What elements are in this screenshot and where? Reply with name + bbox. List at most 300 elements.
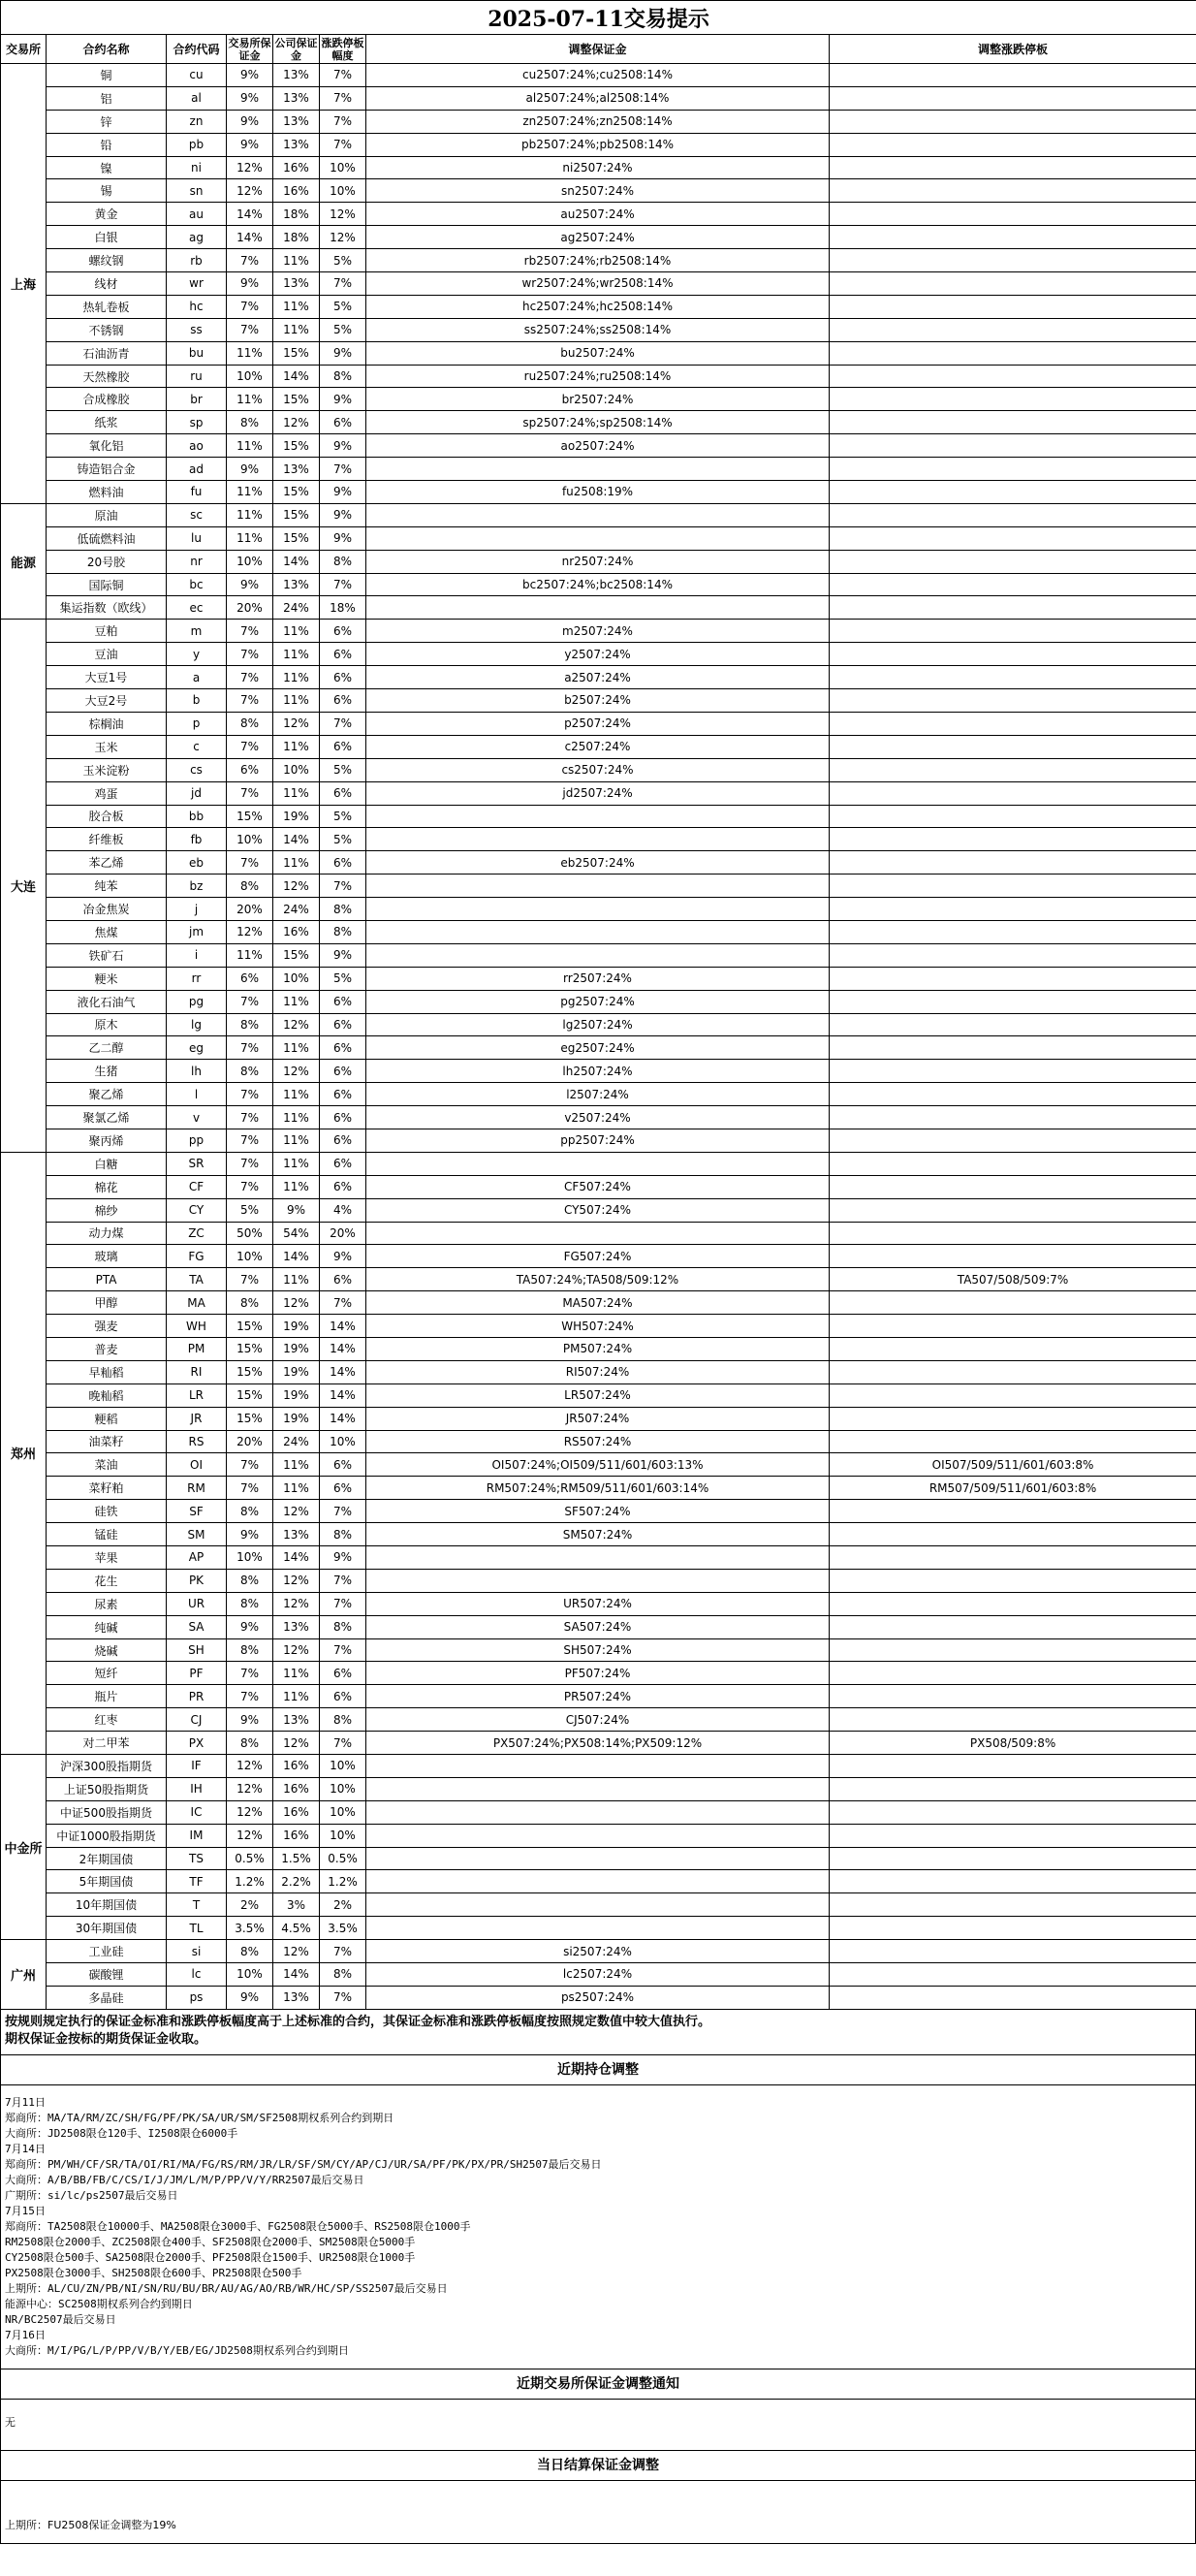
exchange-margin-cell: 7% (227, 620, 273, 643)
contract-code-cell: pp (167, 1129, 227, 1152)
contract-code-cell: RM (167, 1477, 227, 1500)
exchange-margin-cell: 15% (227, 1407, 273, 1430)
table-row (1, 1175, 1196, 1198)
adjusted-limit-cell (830, 318, 1196, 341)
adjusted-margin-cell: v2507:24% (366, 1106, 830, 1129)
contract-name-cell: 中证1000股指期货 (47, 1824, 167, 1847)
section-line: 郑商所：TA2508限仓10000手、MA2508限仓3000手、FG2508限仓5000手、RS2508限仓1000手 (5, 2219, 471, 2233)
adjusted-margin-cell (366, 828, 830, 851)
contract-code-cell: ru (167, 365, 227, 388)
limit-range-cell: 9% (320, 943, 366, 967)
limit-range-cell: 5% (320, 967, 366, 990)
adjusted-limit-cell (830, 1060, 1196, 1083)
contract-code-cell: TF (167, 1870, 227, 1893)
table-row (1, 1337, 1196, 1360)
contract-name-cell: 螺纹钢 (47, 249, 167, 272)
exchange-margin-cell: 7% (227, 781, 273, 805)
adjusted-limit-cell (830, 1175, 1196, 1198)
exchange-margin-cell: 12% (227, 1824, 273, 1847)
company-margin-cell: 14% (273, 1245, 320, 1268)
limit-range-cell: 10% (320, 179, 366, 203)
exchange-margin-cell: 7% (227, 851, 273, 875)
limit-range-cell: 9% (320, 434, 366, 458)
contract-code-cell: CJ (167, 1708, 227, 1732)
table-row (1, 110, 1196, 133)
company-margin-cell: 2.2% (273, 1870, 320, 1893)
contract-name-cell: 玉米淀粉 (47, 758, 167, 781)
exchange-margin-cell: 12% (227, 1755, 273, 1778)
contract-code-cell: ec (167, 596, 227, 620)
adjusted-margin-cell: SH507:24% (366, 1638, 830, 1662)
company-margin-cell: 12% (273, 411, 320, 434)
adjusted-margin-cell: cs2507:24% (366, 758, 830, 781)
adjusted-limit-cell (830, 1917, 1196, 1940)
exchange-margin-cell: 11% (227, 388, 273, 411)
adjusted-limit-cell (830, 1638, 1196, 1662)
company-margin-cell: 3% (273, 1893, 320, 1917)
limit-range-cell: 9% (320, 1245, 366, 1268)
contract-name-cell: 菜籽粕 (47, 1477, 167, 1500)
contract-code-cell: j (167, 898, 227, 921)
limit-range-cell: 14% (320, 1360, 366, 1383)
limit-range-cell: 3.5% (320, 1917, 366, 1940)
adjusted-limit-cell (830, 851, 1196, 875)
adjusted-margin-cell: a2507:24% (366, 666, 830, 689)
contract-code-cell: c (167, 735, 227, 758)
adjusted-limit-cell (830, 620, 1196, 643)
adjusted-limit-cell (830, 1986, 1196, 2009)
table-row (1, 550, 1196, 573)
exchange-margin-cell: 15% (227, 1315, 273, 1338)
limit-range-cell: 6% (320, 411, 366, 434)
contract-name-cell: 玻璃 (47, 1245, 167, 1268)
limit-range-cell: 10% (320, 1430, 366, 1453)
adjusted-limit-cell (830, 943, 1196, 967)
limit-range-cell: 14% (320, 1383, 366, 1407)
exchange-margin-cell: 8% (227, 1013, 273, 1036)
adjusted-limit-cell (830, 1824, 1196, 1847)
contract-code-cell: hc (167, 295, 227, 318)
contract-name-cell: 大豆1号 (47, 666, 167, 689)
adjusted-limit-cell (830, 689, 1196, 713)
company-margin-cell: 16% (273, 920, 320, 943)
adjusted-margin-cell (366, 1152, 830, 1175)
limit-range-cell: 14% (320, 1315, 366, 1338)
contract-code-cell: v (167, 1106, 227, 1129)
company-margin-cell: 13% (273, 458, 320, 481)
adjusted-limit-cell (830, 1569, 1196, 1592)
contract-code-cell: IM (167, 1824, 227, 1847)
exchange-cell: 能源 (1, 503, 47, 619)
contract-code-cell: ps (167, 1986, 227, 2009)
exchange-margin-cell: 9% (227, 1708, 273, 1732)
adjusted-limit-cell (830, 1013, 1196, 1036)
table-row (1, 1083, 1196, 1106)
company-margin-cell: 11% (273, 1477, 320, 1500)
exchange-margin-cell: 7% (227, 1152, 273, 1175)
adjusted-limit-cell (830, 1708, 1196, 1732)
adjusted-limit-cell (830, 1685, 1196, 1708)
contract-name-cell: 苯乙烯 (47, 851, 167, 875)
limit-range-cell: 10% (320, 1800, 366, 1824)
table-row (1, 1940, 1196, 1963)
company-margin-cell: 11% (273, 1083, 320, 1106)
limit-range-cell: 7% (320, 1569, 366, 1592)
company-margin-cell: 9% (273, 1198, 320, 1222)
limit-range-cell: 7% (320, 875, 366, 898)
contract-name-cell: 乙二醇 (47, 1036, 167, 1060)
contract-name-cell: 国际铜 (47, 573, 167, 596)
adjusted-margin-cell: eb2507:24% (366, 851, 830, 875)
limit-range-cell: 9% (320, 388, 366, 411)
contract-name-cell: 鸡蛋 (47, 781, 167, 805)
adjusted-limit-cell (830, 110, 1196, 133)
table-row (1, 388, 1196, 411)
exchange-margin-cell: 5% (227, 1198, 273, 1222)
limit-range-cell: 6% (320, 1152, 366, 1175)
section-line: 郑商所：MA/TA/RM/ZC/SH/FG/PF/PK/SA/UR/SM/SF2508期权系列合约到期日 (5, 2111, 394, 2124)
adjusted-margin-cell: CF507:24% (366, 1175, 830, 1198)
adjusted-margin-cell (366, 526, 830, 550)
table-row (1, 503, 1196, 526)
table-row (1, 1383, 1196, 1407)
exchange-margin-cell: 7% (227, 990, 273, 1013)
company-margin-cell: 14% (273, 365, 320, 388)
limit-range-cell: 5% (320, 295, 366, 318)
adjusted-margin-cell: PM507:24% (366, 1337, 830, 1360)
contract-code-cell: TS (167, 1847, 227, 1870)
adjusted-margin-cell: zn2507:24%;zn2508:14% (366, 110, 830, 133)
company-margin-cell: 14% (273, 1546, 320, 1570)
adjusted-margin-cell: WH507:24% (366, 1315, 830, 1338)
company-margin-cell: 12% (273, 712, 320, 735)
contract-code-cell: SA (167, 1615, 227, 1638)
adjusted-limit-cell (830, 388, 1196, 411)
company-margin-cell: 12% (273, 1291, 320, 1315)
adjusted-margin-cell (366, 503, 830, 526)
company-margin-cell: 15% (273, 481, 320, 504)
limit-range-cell: 0.5% (320, 1847, 366, 1870)
company-margin-cell: 15% (273, 943, 320, 967)
adjusted-limit-cell (830, 1615, 1196, 1638)
exchange-margin-cell: 7% (227, 1662, 273, 1685)
contract-name-cell: 花生 (47, 1569, 167, 1592)
exchange-margin-cell: 11% (227, 503, 273, 526)
limit-range-cell: 6% (320, 1268, 366, 1291)
contract-name-cell: 20号胶 (47, 550, 167, 573)
adjusted-limit-cell (830, 1592, 1196, 1615)
section-line: PX2508限仓3000手、SH2508限仓600手、PR2508限仓500手 (5, 2266, 302, 2279)
company-margin-cell: 11% (273, 1106, 320, 1129)
table-row (1, 411, 1196, 434)
adjusted-limit-cell (830, 1662, 1196, 1685)
contract-name-cell: 镍 (47, 156, 167, 179)
exchange-margin-cell: 7% (227, 735, 273, 758)
contract-code-cell: lg (167, 1013, 227, 1036)
exchange-margin-cell: 12% (227, 1777, 273, 1800)
adjusted-limit-cell (830, 920, 1196, 943)
adjusted-margin-cell: b2507:24% (366, 689, 830, 713)
adjusted-limit-cell (830, 179, 1196, 203)
contract-code-cell: al (167, 86, 227, 110)
contract-code-cell: CY (167, 1198, 227, 1222)
table-row (1, 1569, 1196, 1592)
limit-range-cell: 7% (320, 272, 366, 296)
adjusted-limit-cell (830, 898, 1196, 921)
company-margin-cell: 13% (273, 110, 320, 133)
adjusted-limit-cell (830, 481, 1196, 504)
table-row (1, 133, 1196, 156)
company-margin-cell: 13% (273, 133, 320, 156)
adjusted-limit-cell (830, 1800, 1196, 1824)
exchange-margin-cell: 10% (227, 550, 273, 573)
table-row (1, 1013, 1196, 1036)
contract-name-cell: 石油沥青 (47, 341, 167, 365)
company-margin-cell: 11% (273, 1175, 320, 1198)
section-exchange-margin-notice (0, 2369, 1196, 2451)
contract-name-cell: 锌 (47, 110, 167, 133)
limit-range-cell: 20% (320, 1222, 366, 1245)
contract-code-cell: eb (167, 851, 227, 875)
exchange-margin-cell: 15% (227, 805, 273, 828)
adjusted-margin-cell (366, 1546, 830, 1570)
table-row (1, 666, 1196, 689)
adjusted-margin-cell: RS507:24% (366, 1430, 830, 1453)
company-margin-cell: 11% (273, 249, 320, 272)
section-line: 上期所：AL/CU/ZN/PB/NI/SN/RU/BU/BR/AU/AG/AO/RB/WR/HC/SP/SS2507最后交易日 (5, 2281, 448, 2295)
contract-code-cell: m (167, 620, 227, 643)
exchange-margin-cell: 7% (227, 1129, 273, 1152)
contract-name-cell: 铜 (47, 64, 167, 87)
table-row (1, 875, 1196, 898)
company-margin-cell: 10% (273, 758, 320, 781)
exchange-margin-cell: 7% (227, 643, 273, 666)
adjusted-limit-cell (830, 503, 1196, 526)
company-margin-cell: 16% (273, 1824, 320, 1847)
contract-code-cell: sn (167, 179, 227, 203)
table-row (1, 1824, 1196, 1847)
limit-range-cell: 8% (320, 1523, 366, 1546)
adjusted-margin-cell: y2507:24% (366, 643, 830, 666)
limit-range-cell: 10% (320, 156, 366, 179)
table-row (1, 573, 1196, 596)
table-row (1, 1360, 1196, 1383)
contract-name-cell: 豆粕 (47, 620, 167, 643)
adjusted-limit-cell (830, 643, 1196, 666)
exchange-margin-cell: 7% (227, 1106, 273, 1129)
limit-range-cell: 7% (320, 1638, 366, 1662)
adjusted-margin-cell: SA507:24% (366, 1615, 830, 1638)
adjusted-margin-cell: si2507:24% (366, 1940, 830, 1963)
contract-code-cell: l (167, 1083, 227, 1106)
company-margin-cell: 15% (273, 503, 320, 526)
table-row (1, 920, 1196, 943)
company-margin-cell: 19% (273, 1315, 320, 1338)
adjusted-margin-cell: lg2507:24% (366, 1013, 830, 1036)
contract-name-cell: 早籼稻 (47, 1360, 167, 1383)
adjusted-margin-cell: PF507:24% (366, 1662, 830, 1685)
contract-name-cell: 棉纱 (47, 1198, 167, 1222)
table-row (1, 481, 1196, 504)
contract-name-cell: 白糖 (47, 1152, 167, 1175)
adjusted-margin-cell: ni2507:24% (366, 156, 830, 179)
adjusted-limit-cell (830, 758, 1196, 781)
adjusted-margin-cell: sp2507:24%;sp2508:14% (366, 411, 830, 434)
limit-range-cell: 9% (320, 481, 366, 504)
adjusted-margin-cell (366, 1800, 830, 1824)
company-margin-cell: 11% (273, 1036, 320, 1060)
adjusted-limit-cell (830, 86, 1196, 110)
company-margin-cell: 19% (273, 1360, 320, 1383)
adjusted-limit-cell (830, 1546, 1196, 1570)
contract-code-cell: pg (167, 990, 227, 1013)
adjusted-limit-cell (830, 967, 1196, 990)
limit-range-cell: 6% (320, 1453, 366, 1477)
limit-range-cell: 6% (320, 1175, 366, 1198)
limit-range-cell: 7% (320, 712, 366, 735)
company-margin-cell: 15% (273, 526, 320, 550)
table-row (1, 1291, 1196, 1315)
contract-code-cell: WH (167, 1315, 227, 1338)
contract-name-cell: 烧碱 (47, 1638, 167, 1662)
exchange-margin-cell: 2% (227, 1893, 273, 1917)
company-margin-cell: 18% (273, 203, 320, 226)
contract-code-cell: lu (167, 526, 227, 550)
contract-name-cell: 工业硅 (47, 1940, 167, 1963)
contract-name-cell: 黄金 (47, 203, 167, 226)
adjusted-margin-cell: PX507:24%;PX508:14%;PX509:12% (366, 1732, 830, 1755)
exchange-cell: 广州 (1, 1940, 47, 2010)
section-body (0, 2400, 1196, 2451)
limit-range-cell: 7% (320, 64, 366, 87)
adjusted-limit-cell (830, 365, 1196, 388)
contract-name-cell: 短纤 (47, 1662, 167, 1685)
table-row (1, 295, 1196, 318)
exchange-margin-cell: 9% (227, 1615, 273, 1638)
company-margin-cell: 11% (273, 781, 320, 805)
adjusted-limit-cell (830, 1337, 1196, 1360)
company-margin-cell: 11% (273, 1662, 320, 1685)
limit-range-cell: 9% (320, 341, 366, 365)
company-margin-cell: 13% (273, 272, 320, 296)
exchange-margin-cell: 10% (227, 1245, 273, 1268)
table-row (1, 458, 1196, 481)
contract-name-cell: 尿素 (47, 1592, 167, 1615)
limit-range-cell: 8% (320, 1708, 366, 1732)
adjusted-margin-cell: MA507:24% (366, 1291, 830, 1315)
contract-code-cell: RI (167, 1360, 227, 1383)
limit-range-cell: 8% (320, 1615, 366, 1638)
adjusted-limit-cell (830, 1847, 1196, 1870)
section-line: 大商所：M/I/PG/L/P/PP/V/B/Y/EB/EG/JD2508期权系列合约到期日 (5, 2343, 349, 2357)
contract-name-cell: 冶金焦炭 (47, 898, 167, 921)
header-adjusted-margin: 调整保证金 (366, 35, 830, 64)
adjusted-limit-cell: RM507/509/511/601/603:8% (830, 1477, 1196, 1500)
company-margin-cell: 11% (273, 1453, 320, 1477)
table-row (1, 990, 1196, 1013)
adjusted-margin-cell (366, 805, 830, 828)
limit-range-cell: 6% (320, 1083, 366, 1106)
exchange-cell: 郑州 (1, 1152, 47, 1754)
exchange-margin-cell: 14% (227, 226, 273, 249)
company-margin-cell: 16% (273, 179, 320, 203)
limit-range-cell: 9% (320, 1546, 366, 1570)
table-row (1, 851, 1196, 875)
contract-name-cell: 聚丙烯 (47, 1129, 167, 1152)
exchange-margin-cell: 8% (227, 411, 273, 434)
contract-name-cell: 铁矿石 (47, 943, 167, 967)
adjusted-margin-cell (366, 1569, 830, 1592)
adjusted-margin-cell: ss2507:24%;ss2508:14% (366, 318, 830, 341)
rule-note-line-1: 按规则规定执行的保证金标准和涨跌停板幅度高于上述标准的合约，其保证金标准和涨跌停板幅度按照规定数值中较大值执行。 (5, 2014, 711, 2029)
table-row (1, 341, 1196, 365)
header-exchange-margin: 交易所保证金 (228, 36, 271, 62)
contract-code-cell: FG (167, 1245, 227, 1268)
limit-range-cell: 7% (320, 133, 366, 156)
contract-code-cell: bb (167, 805, 227, 828)
adjusted-margin-cell: c2507:24% (366, 735, 830, 758)
header-limit: 涨跌停板幅度 (321, 36, 364, 62)
adjusted-margin-cell (366, 1222, 830, 1245)
adjusted-limit-cell (830, 781, 1196, 805)
contract-code-cell: lc (167, 1963, 227, 1987)
contract-name-cell: 苹果 (47, 1546, 167, 1570)
company-margin-cell: 12% (273, 1940, 320, 1963)
table-row (1, 1245, 1196, 1268)
contract-code-cell: bu (167, 341, 227, 365)
contract-code-cell: UR (167, 1592, 227, 1615)
contract-code-cell: OI (167, 1453, 227, 1477)
contract-name-cell: 原油 (47, 503, 167, 526)
contract-name-cell: 普麦 (47, 1337, 167, 1360)
adjusted-limit-cell: TA507/508/509:7% (830, 1268, 1196, 1291)
contract-name-cell: 玉米 (47, 735, 167, 758)
limit-range-cell: 6% (320, 1060, 366, 1083)
table-row (1, 1222, 1196, 1245)
limit-range-cell: 8% (320, 1963, 366, 1987)
exchange-margin-cell: 15% (227, 1383, 273, 1407)
section-line: 7月11日 (5, 2095, 46, 2109)
section-body (0, 2481, 1196, 2544)
page-title: 2025-07-11交易提示 (1, 1, 1196, 35)
adjusted-margin-cell: cu2507:24%;cu2508:14% (366, 64, 830, 87)
limit-range-cell: 5% (320, 318, 366, 341)
table-row (1, 967, 1196, 990)
contract-code-cell: IC (167, 1800, 227, 1824)
adjusted-limit-cell (830, 1893, 1196, 1917)
exchange-margin-cell: 20% (227, 596, 273, 620)
contract-name-cell: 菜油 (47, 1453, 167, 1477)
exchange-margin-cell: 7% (227, 1685, 273, 1708)
adjusted-margin-cell (366, 1847, 830, 1870)
table-row (1, 1106, 1196, 1129)
adjusted-limit-cell (830, 1152, 1196, 1175)
exchange-margin-cell: 12% (227, 179, 273, 203)
contract-name-cell: 粳稻 (47, 1407, 167, 1430)
contract-name-cell: 纸浆 (47, 411, 167, 434)
contract-name-cell: 纤维板 (47, 828, 167, 851)
adjusted-margin-cell: OI507:24%;OI509/511/601/603:13% (366, 1453, 830, 1477)
adjusted-margin-cell: au2507:24% (366, 203, 830, 226)
table-row (1, 1500, 1196, 1523)
exchange-margin-cell: 12% (227, 920, 273, 943)
adjusted-margin-cell (366, 1893, 830, 1917)
exchange-margin-cell: 15% (227, 1337, 273, 1360)
limit-range-cell: 4% (320, 1198, 366, 1222)
contract-code-cell: SM (167, 1523, 227, 1546)
contract-name-cell: 动力煤 (47, 1222, 167, 1245)
contract-name-cell: 纯碱 (47, 1615, 167, 1638)
